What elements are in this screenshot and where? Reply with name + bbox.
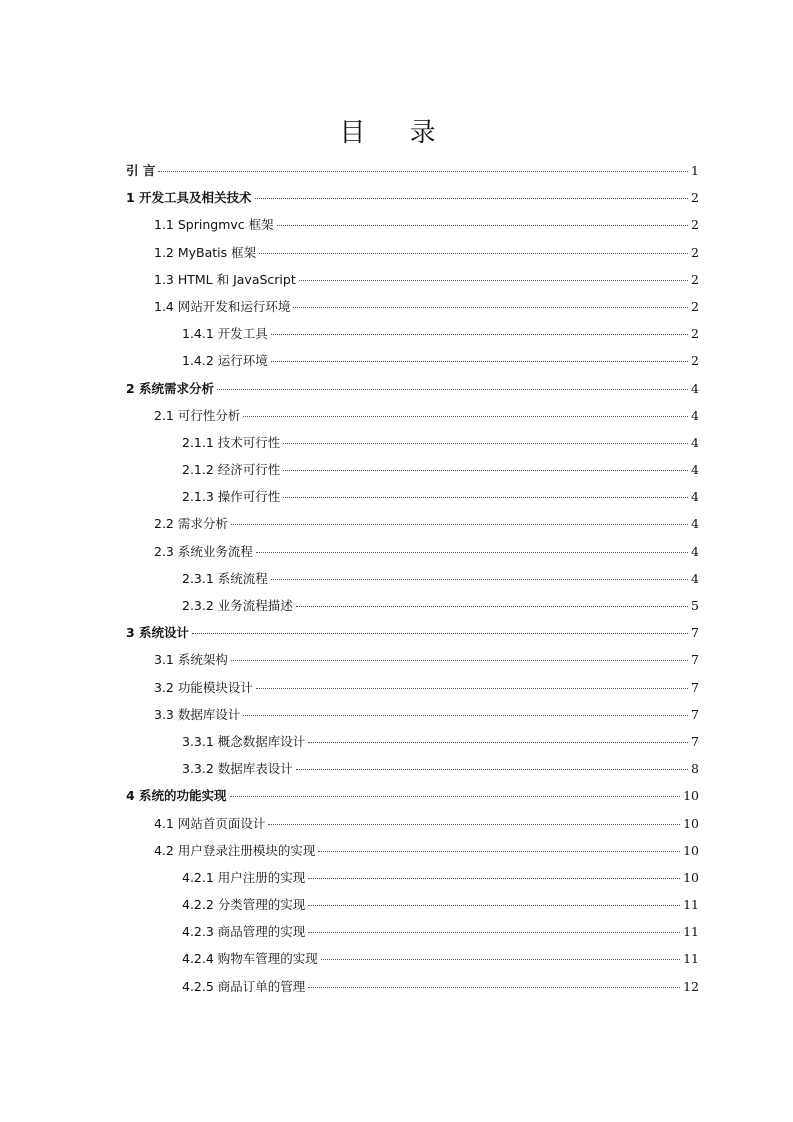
toc-entry-page-number: 4 [691,434,699,450]
toc-entry-label: 4.2.3 商品管理的实现 [182,924,306,940]
toc-entry-page-number: 2 [691,190,699,206]
toc-entry-page-number: 11 [683,924,699,940]
toc-entry[interactable] [126,973,699,1000]
dot-leader [308,932,680,933]
toc-entry-page-number: 2 [691,353,699,369]
toc-entry-page-number: 2 [691,298,699,314]
toc-entry[interactable] [126,945,699,972]
toc-entry-label: 1 开发工具及相关技术 [126,190,252,206]
dot-leader [277,225,688,226]
toc-entry-page-number: 4 [691,543,699,559]
dot-leader [271,579,688,580]
toc-entry[interactable] [126,347,699,374]
toc-entry-label: 2 系统需求分析 [126,380,215,396]
toc-entry-label: 4.2.1 用户注册的实现 [182,869,306,885]
toc-entry-page-number: 4 [691,489,699,505]
toc-entry-page-number: 4 [691,570,699,586]
toc-entry-page-number: 4 [691,462,699,478]
toc-entry-label: 1.1 Springmvc 框架 [154,217,274,233]
dot-leader [293,307,688,308]
toc-entry-page-number: 10 [683,842,699,858]
toc-entry[interactable] [126,891,699,918]
toc-entry-label: 2.3 系统业务流程 [154,543,253,559]
toc-entry[interactable] [126,375,699,402]
toc-entry-page-number: 2 [691,326,699,342]
toc-entry-page-number: 2 [691,217,699,233]
dot-leader [283,443,688,444]
toc-entry[interactable] [126,510,699,537]
dot-leader [158,171,688,172]
toc-entry-label: 3.3.1 概念数据库设计 [182,733,306,749]
toc-entry-page-number: 11 [683,951,699,967]
toc-entry[interactable] [126,674,699,701]
dot-leader [318,851,680,852]
dot-leader [283,470,688,471]
toc-entry[interactable] [126,429,699,456]
toc-entry-label: 3.3 数据库设计 [154,706,241,722]
dot-leader [231,660,688,661]
dot-leader [217,389,688,390]
toc-entry-label: 3.3.2 数据库表设计 [182,761,293,777]
dot-leader [271,334,688,335]
toc-entry-page-number: 1 [691,163,699,178]
toc-entry-page-number: 4 [691,380,699,396]
dot-leader [308,987,680,988]
toc-entry-page-number: 10 [683,869,699,885]
toc-entry-label: 4.2.4 购物车管理的实现 [182,951,318,967]
toc-entry-label: 2.1.3 操作可行性 [182,489,281,505]
toc-entry[interactable] [126,184,699,211]
toc-entry[interactable] [126,782,699,809]
toc-entry[interactable] [126,755,699,782]
dot-leader [308,742,688,743]
toc-entry-page-number: 7 [691,625,699,641]
toc-entry-label: 4.1 网站首页面设计 [154,815,266,831]
dot-leader [243,715,688,716]
toc-entry-page-number: 7 [691,679,699,695]
table-of-contents [126,157,699,1000]
toc-entry-label: 1.3 HTML 和 JavaScript [154,271,296,287]
toc-entry-label: 引 言 [126,163,156,178]
toc-entry-page-number: 4 [691,407,699,423]
dot-leader [268,824,680,825]
toc-entry[interactable] [126,810,699,837]
dot-leader [308,878,680,879]
dot-leader [321,959,680,960]
toc-entry-label: 4 系统的功能实现 [126,788,227,804]
toc-entry[interactable] [126,456,699,483]
toc-entry-label: 1.2 MyBatis 框架 [154,244,257,260]
toc-entry[interactable] [126,266,699,293]
toc-entry-page-number: 10 [683,788,699,804]
toc-entry[interactable] [126,483,699,510]
toc-entry-label: 2.2 需求分析 [154,516,228,532]
toc-entry[interactable] [126,592,699,619]
toc-entry[interactable] [126,157,699,184]
dot-leader [296,769,688,770]
toc-entry[interactable] [126,293,699,320]
toc-entry-page-number: 7 [691,733,699,749]
toc-entry[interactable] [126,565,699,592]
toc-entry[interactable] [126,701,699,728]
toc-entry-label: 1.4.2 运行环境 [182,353,268,369]
toc-entry-label: 4.2.5 商品订单的管理 [182,978,306,994]
toc-entry-page-number: 8 [691,761,699,777]
toc-entry-label: 2.1 可行性分析 [154,407,241,423]
toc-entry[interactable] [126,239,699,266]
toc-entry[interactable] [126,864,699,891]
toc-entry-page-number: 11 [683,897,699,913]
toc-entry-page-number: 4 [691,516,699,532]
dot-leader [256,688,688,689]
toc-entry[interactable] [126,538,699,565]
toc-entry-label: 2.1.2 经济可行性 [182,462,281,478]
toc-entry-page-number: 2 [691,271,699,287]
toc-entry-label: 2.1.1 技术可行性 [182,434,281,450]
dot-leader [296,606,688,607]
toc-entry-page-number: 7 [691,652,699,668]
dot-leader [256,552,688,553]
toc-entry[interactable] [126,646,699,673]
toc-entry-label: 2.3.1 系统流程 [182,570,268,586]
page-title: 目 录 [339,118,454,148]
toc-entry-label: 3 系统设计 [126,625,190,641]
toc-entry[interactable] [126,918,699,945]
toc-entry[interactable] [126,837,699,864]
toc-entry[interactable] [126,728,699,755]
toc-entry-label: 4.2 用户登录注册模块的实现 [154,842,316,858]
dot-leader [259,253,688,254]
dot-leader [230,796,681,797]
toc-entry-label: 3.2 功能模块设计 [154,679,253,695]
dot-leader [308,905,680,906]
toc-entry[interactable] [126,619,699,646]
toc-entry-page-number: 7 [691,706,699,722]
toc-entry[interactable] [126,402,699,429]
toc-entry-page-number: 2 [691,244,699,260]
toc-entry-page-number: 5 [691,598,699,613]
dot-leader [255,198,688,199]
toc-entry[interactable] [126,320,699,347]
toc-entry-label: 4.2.2 分类管理的实现 [182,897,306,913]
toc-entry-label: 1.4.1 开发工具 [182,326,268,342]
dot-leader [231,524,688,525]
dot-leader [243,416,688,417]
dot-leader [299,280,688,281]
dot-leader [271,361,688,362]
toc-entry-page-number: 10 [683,815,699,831]
toc-entry-label: 2.3.2 业务流程描述 [182,598,293,613]
toc-entry-label: 1.4 网站开发和运行环境 [154,298,291,314]
dot-leader [192,633,688,634]
toc-entry[interactable] [126,211,699,238]
toc-entry-page-number: 12 [683,978,699,994]
dot-leader [283,497,688,498]
toc-entry-label: 3.1 系统架构 [154,652,228,668]
